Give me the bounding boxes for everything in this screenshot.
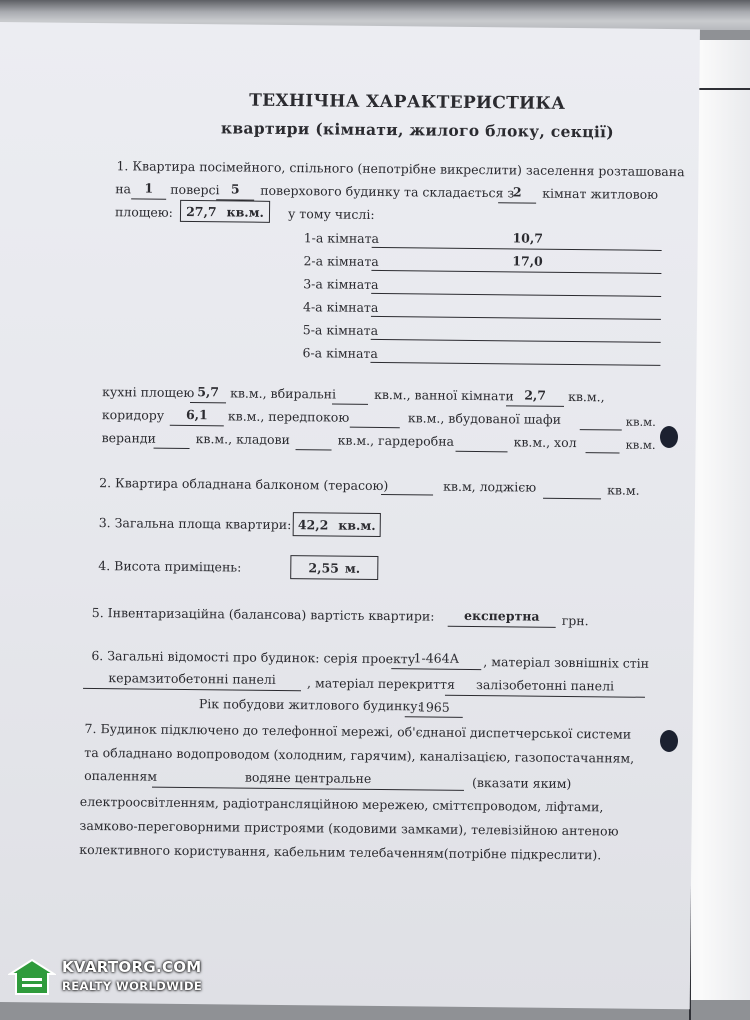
document-page [0,22,700,1009]
s7-line1: 7. Будинок підключено до телефонної мережі, об'єднаної диспетчерської системи [84,720,632,742]
total-area-box [293,512,381,537]
watermark-brand: KVARTORG.COM [62,958,202,976]
year-underline [405,716,463,718]
kvm-3: кв.м. [625,437,656,452]
room-2-label: 2-а кімната [303,253,379,269]
total-area-value: 42,2 [297,516,329,532]
pered-underline [350,427,400,429]
floor-material-label: , матеріал перекриття [307,675,455,692]
height-box [290,555,378,580]
floor-underline [131,198,166,199]
hol-underline [586,452,620,453]
heating-label: опаленням [84,767,158,784]
year-label: Рік побудови житлового будинку: [198,696,422,714]
kvm-pered: кв.м., передпокою [227,408,350,425]
room-3-label: 3-а кімната [303,276,379,292]
s7-line4: електроосвітленням, радіотрансляційною мережею, сміттєпроводом, ліфтами, [79,793,604,815]
room-1-label: 1-а кімната [303,230,380,246]
document-title: ТЕХНІЧНА ХАРАКТЕРИСТИКА [249,90,566,114]
floor-value: 1 [144,180,154,196]
s1-line1: 1. Квартира посімейного, спільного (непотрібне викреслити) заселення розташована [116,158,685,180]
room-4-label: 4-а кімната [302,299,379,315]
kvm-gard: кв.м., гардеробна [337,432,455,449]
s7-line2: та обладнано водопроводом (холодним, гарячим), каналізацією, газопостачанням, [84,744,635,766]
series-value: 1-464А [413,650,460,666]
height-unit: м. [344,560,361,576]
room-1-underline [372,247,662,251]
corridor-value: 6,1 [185,406,208,423]
adjacent-page-frame [689,88,750,1020]
floor-material-value: залізобетонні панелі [475,677,615,694]
wall-label: , матеріал зовнішніх стін [483,654,650,671]
bath-value: 2,7 [524,387,547,403]
s6-text: 6. Загальні відомості про будинок: серія проекту [91,647,416,667]
watermark-tagline: REALTY WORLDWIDE [62,979,203,993]
s1-poverhovogo: поверхового будинку та складається з [260,182,515,201]
s2-kvm-lodzh: кв.м, лоджією [443,478,537,495]
s1-poverhsi: поверсі [170,181,220,198]
veranda-underline [154,448,190,449]
room-2-value: 17,0 [512,253,543,269]
s1-na: на [115,181,132,197]
room-1-value: 10,7 [512,230,544,246]
klad-underline [296,449,332,450]
total-area-unit: кв.м. [338,517,376,533]
s2-text: 2. Квартира обладнана балконом (терасою) [99,475,389,494]
lodzh-underline [543,498,601,500]
kvm-hol: кв.м., хол [513,434,577,451]
living-area-value: 27,7 [186,203,217,219]
s1-ploshcheyu: площею: [114,204,174,220]
wall-underline [83,688,301,691]
kitchen-underline [190,402,226,403]
kvm-vbyr: кв.м., вбиральні [230,385,337,402]
s7-line5: замково-переговорними пристроями (кодовими замками), телевізійною антеною [79,817,619,839]
s5-text: 5. Інвентаризаційна (балансова) вартість квартири: [91,604,435,624]
s3-text: 3. Загальна площа квартири: [98,515,292,533]
s2-kvm: кв.м. [607,482,640,498]
rooms-count-underline [498,202,536,203]
binder-hole-top [660,426,678,448]
living-area-box [180,200,270,223]
kvm-2: кв.м. [625,414,656,429]
s5-unit: грн. [561,612,589,629]
s4-text: 4. Висота приміщень: [98,558,242,575]
vbud-underline [580,429,622,430]
heating-hint: (вказати яким) [471,774,572,792]
cost-underline [448,626,556,628]
room-5-label: 5-а кімната [302,322,379,338]
room-2-underline [371,270,661,274]
s1-kimnat: кімнат житловою [542,185,659,202]
rooms-count-value: 2 [512,184,522,200]
storeys-value: 5 [230,181,240,197]
room-3-underline [371,293,661,297]
room-6-underline [370,362,660,366]
room-5-underline [371,339,661,343]
kvm-klad: кв.м., кладови [195,431,290,448]
room-4-underline [371,316,661,320]
bath-underline [506,405,564,407]
gard-underline [456,451,508,453]
kvartorg-logo-icon [8,958,56,996]
s1-u-tomu: у тому числі: [287,206,375,222]
height-value: 2,55 [308,559,339,576]
balcony-underline [381,494,433,496]
heating-value: водяне центральне [244,769,372,786]
kitchen-value: 5,7 [197,384,220,400]
corridor-label: коридору [101,407,165,423]
living-area-unit: кв.м. [226,203,264,220]
kitchen-label: кухні площею [102,384,195,401]
series-underline [391,668,481,670]
kvm-vann: кв.м., ванної кімнати [374,386,514,404]
s7-line6: колективного користування, кабельним телебаченням(потрібне підкреслити). [79,841,602,863]
vbyr-underline [332,403,368,404]
document-subtitle: квартири (кімнати, жилого блоку, секції) [220,118,615,142]
heating-underline [152,787,464,791]
binder-hole-bottom [660,730,678,752]
wall-value: керамзитобетонні панелі [108,670,276,687]
cost-value: експертна [464,607,540,624]
corridor-underline [170,425,224,427]
kvm-vbud: кв.м., вбудованої шафи [407,410,562,427]
kvm-1: кв.м., [568,388,605,405]
room-6-label: 6-а кімната [302,345,378,361]
floor-material-underline [445,695,645,698]
year-value: 1965 [417,699,450,715]
veranda-label: веранди [101,430,156,446]
